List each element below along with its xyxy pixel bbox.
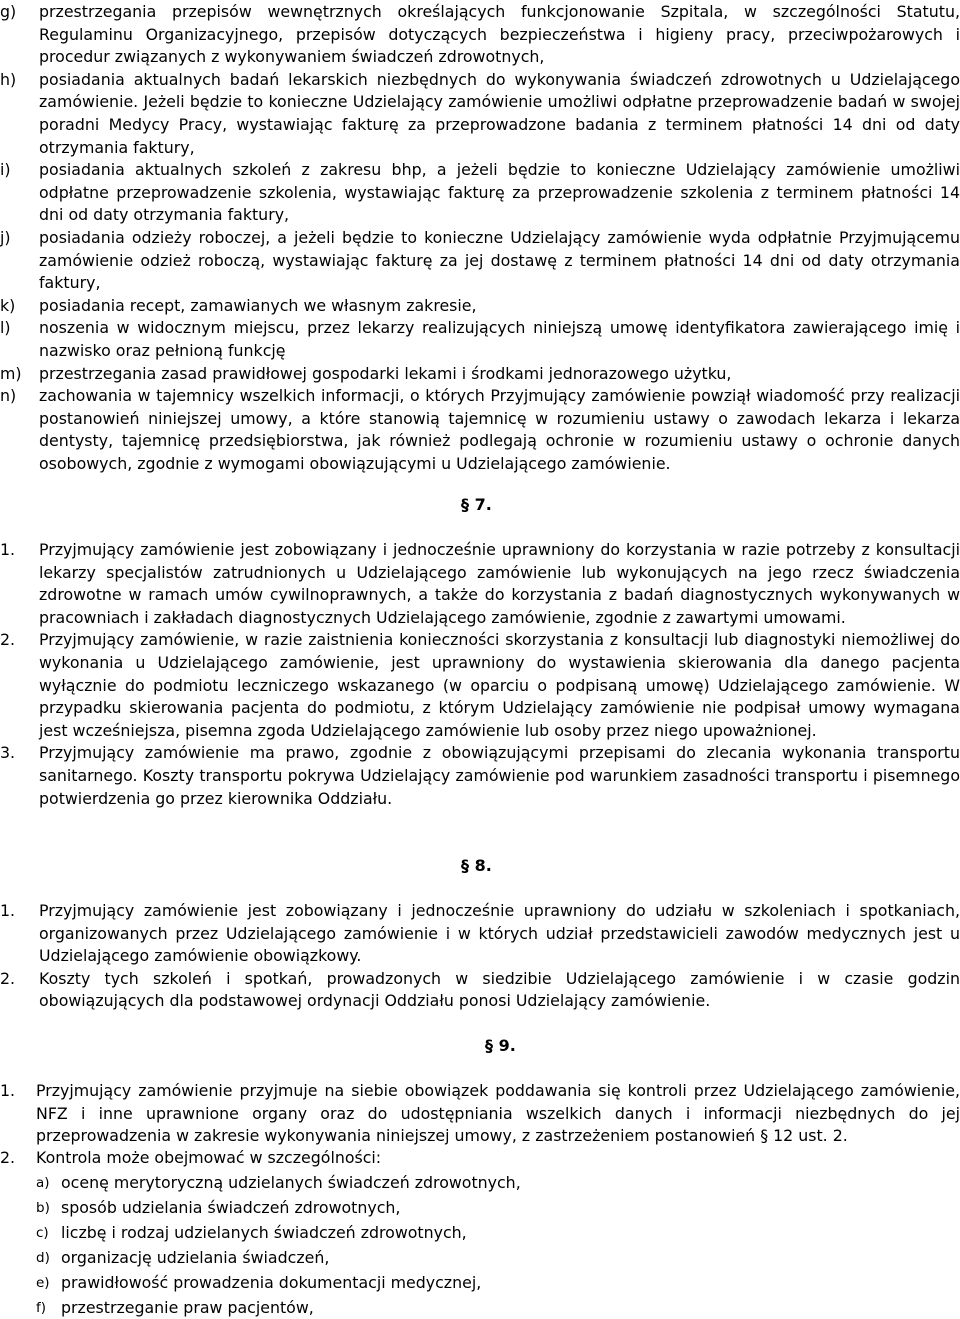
obligations-list	[0, 1, 960, 475]
list-item-text: Koszty tych szkoleń i spotkań, prowadzonych w siedzibie Udzielającego zamówienie i w czasie godzin obowiązujących dla podstawowej ordynacji Oddziału ponosi Udzielający zamówienie.	[39, 968, 960, 1011]
sub-list-item-marker: c)	[36, 1225, 49, 1241]
list-item	[0, 968, 960, 1013]
section-9-heading: § 9.	[485, 1036, 516, 1055]
list-item-marker: 2.	[0, 968, 16, 988]
list-item-marker: 3.	[0, 743, 16, 763]
section-8-list	[0, 900, 960, 1013]
list-item-text: Kontrola może obejmować w szczególności:	[36, 1148, 382, 1167]
section-9-list	[0, 1080, 960, 1148]
list-item-marker: i)	[0, 160, 11, 180]
list-item-text: Przyjmujący zamówienie, w razie zaistnienia konieczności skorzystania z konsultacji lub diagnostyki niemożliwej do wykonania u Udzielającego zamówienie, jest uprawniony do wystawienia skierowania dla danego pacjenta wyłącznie do podmiotu leczniczego wskazanego (w oparciu o podpisaną umowę) Udzielającego zamówienie. W przypadku skierowania pacjenta do podmiotu, z którym Udzielający zamówienie nie podpisał umowy wymagana jest wcześniejsza, pisemna zgoda Udzielającego zamówienie lub osoby przez niego upoważnionej.	[39, 630, 960, 740]
list-item	[0, 317, 960, 362]
list-item	[0, 742, 960, 810]
sub-list-item	[0, 1244, 960, 1269]
list-item-marker: 1.	[0, 901, 16, 920]
list-item-marker: l)	[0, 318, 11, 338]
list-item-text: posiadania aktualnych szkoleń z zakresu bhp, a jeżeli będzie to konieczne Udzielający zamówienie umożliwi odpłatne przeprowadzenie szkolenia, wystawiając fakturę za przeprowadzenie szkolenia z terminem płatności 14 dni od daty otrzymania faktury,	[39, 160, 960, 225]
sub-list-item	[0, 1194, 960, 1219]
list-item-text: przestrzegania zasad prawidłowej gospodarki lekami i środkami jednorazowego użytku,	[39, 363, 732, 383]
sub-list-item	[0, 1269, 960, 1294]
sub-list-item-marker: a)	[36, 1175, 50, 1191]
list-item	[0, 629, 960, 742]
list-item	[0, 1080, 960, 1148]
sub-list-item-text: ocenę merytoryczną udzielanych świadczeń zdrowotnych,	[61, 1173, 521, 1192]
list-item	[0, 1144, 960, 1169]
list-item-marker: 2.	[0, 1148, 16, 1167]
sub-list-item-marker: b)	[36, 1200, 50, 1216]
sub-list-item-marker: f)	[36, 1300, 47, 1316]
list-item-marker: g)	[0, 2, 17, 21]
list-item-marker: h)	[0, 69, 17, 89]
list-item	[0, 900, 960, 968]
list-item-marker: n)	[0, 386, 17, 406]
list-item	[0, 1, 960, 69]
list-item	[0, 385, 960, 475]
list-item-marker: 1.	[0, 1081, 16, 1100]
sub-list-item-marker: d)	[36, 1250, 50, 1266]
sub-list-item-text: sposób udzielania świadczeń zdrowotnych,	[61, 1198, 401, 1217]
list-item	[0, 227, 960, 295]
sub-list-item	[0, 1219, 960, 1244]
list-item-text: posiadania aktualnych badań lekarskich niezbędnych do wykonywania świadczeń zdrowotnych u Udzielającego zamówienie. Jeżeli będzie to konieczne Udzielający zamówienie umożliwi odpłatne przeprowadzenie badań w swojej poradni Medycy Pracy, wystawiając fakturę za przeprowadzone badania z terminem płatności 14 dni od daty otrzymania faktury,	[39, 69, 960, 157]
list-item-text: Przyjmujący zamówienie przyjmuje na siebie obowiązek poddawania się kontroli przez Udzielającego zamówienie, NFZ i inne uprawnione organy oraz do udostępniania wszelkich danych i informacji niezbędnych do jej przeprowadzenia w zakresie wykonywania niniejszej umowy, z zastrzeżeniem postanowień § 12 ust. 2.	[36, 1081, 960, 1146]
list-item	[0, 363, 960, 386]
list-item-text: posiadania odzieży roboczej, a jeżeli będzie to konieczne Udzielający zamówienie wyda odpłatnie Przyjmującemu zamówienie odzież roboczą, wystawiając fakturę za jej dostawę z terminem płatności 14 dni od daty otrzymania faktury,	[39, 227, 960, 293]
list-item-text: przestrzegania przepisów wewnętrznych określających funkcjonowanie Szpitala, w szczególności Statutu, Regulaminu Organizacyjnego, przepisów dotyczących bezpieczeństwa i higieny pracy, przeciwpożarowych i procedur związanych z wykonywaniem świadczeń zdrowotnych,	[39, 2, 960, 67]
list-item-marker: j)	[0, 227, 11, 247]
list-item-text: zachowania w tajemnicy wszelkich informacji, o których Przyjmujący zamówienie powziął wiadomość przy realizacji postanowień niniejszej umowy, a które stanowią tajemnicę w rozumieniu ustawy o zawodach lekarza i lekarza dentysty, tajemnicę przedsiębiorstwa, jak również podlegają ochronie w rozumieniu ustawy o ochronie danych osobowych, zgodnie z wymogami obowiązującymi u Udzielającego zamówienie.	[39, 386, 960, 473]
section-9-control-list	[0, 1144, 960, 1319]
sub-list-item-text: przestrzeganie praw pacjentów,	[61, 1298, 314, 1317]
sub-list-item-text: prawidłowość prowadzenia dokumentacji medycznej,	[61, 1273, 482, 1292]
list-item-marker: 2.	[0, 630, 16, 650]
section-7-heading: § 7.	[461, 495, 492, 514]
list-item-text: noszenia w widocznym miejscu, przez lekarzy realizujących niniejszą umowę identyfikatora zawierającego imię i nazwisko oraz pełnioną funkcję	[39, 318, 960, 360]
list-item-text: Przyjmujący zamówienie ma prawo, zgodnie z obowiązującymi przepisami do zlecania wykonania transportu sanitarnego. Koszty transportu pokrywa Udzielający zamówienie pod warunkiem zasadności transportu i pisemnego potwierdzenia go przez kierownika Oddziału.	[39, 743, 960, 808]
sub-list-item	[0, 1169, 960, 1194]
list-item-text: Przyjmujący zamówienie jest zobowiązany i jednocześnie uprawniony do udziału w szkoleniach i spotkaniach, organizowanych przez Udzielającego zamówienie i w których udział przedstawicieli zawodów medycznych jest u Udzielającego zamówienie obowiązkowy.	[39, 901, 960, 966]
sub-list-item-marker: e)	[36, 1275, 50, 1291]
section-7-list	[0, 539, 960, 810]
sub-list-item-text: liczbę i rodzaj udzielanych świadczeń zdrowotnych,	[61, 1223, 467, 1242]
list-item	[0, 159, 960, 227]
sub-list-item-text: organizację udzielania świadczeń,	[61, 1248, 330, 1267]
sub-list-item	[0, 1294, 960, 1319]
list-item-text: Przyjmujący zamówienie jest zobowiązany i jednocześnie uprawniony do korzystania w razie potrzeby z konsultacji lekarzy specjalistów zatrudnionych u Udzielającego zamówienie lub wykonujących na jego rzecz świadczenia zdrowotne w ramach umów cywilnoprawnych, a także do korzystania z badań diagnostycznych wykonywanych w pracowniach i zakładach diagnostycznych Udzielającego zamówienie, zgodnie z zawartymi umowami.	[39, 540, 960, 627]
list-item-marker: 1.	[0, 540, 16, 559]
list-item	[0, 295, 960, 318]
section-8-heading: § 8.	[461, 856, 492, 875]
list-item-text: posiadania recept, zamawianych we własnym zakresie,	[39, 295, 477, 315]
list-item-marker: m)	[0, 363, 22, 383]
list-item	[0, 539, 960, 629]
list-item-marker: k)	[0, 295, 16, 315]
list-item	[0, 69, 960, 159]
